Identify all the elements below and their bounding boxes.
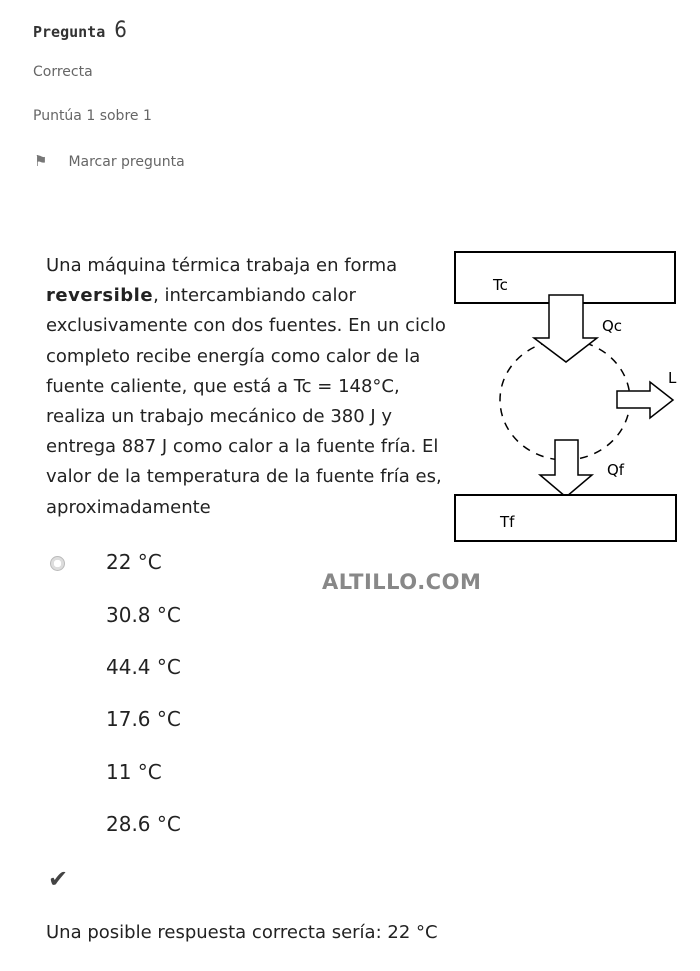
checkmark-icon: ✔: [48, 865, 69, 893]
hot-label: Tc: [493, 276, 508, 294]
qf-label: Qf: [607, 461, 625, 479]
score-text: Puntúa 1 sobre 1: [33, 108, 152, 124]
work-arrow: [617, 382, 673, 418]
flag-label: Marcar pregunta: [68, 154, 185, 170]
option-6[interactable]: 28.6 °C: [106, 812, 181, 836]
option-3[interactable]: 44.4 °C: [106, 655, 181, 679]
status-text: Correcta: [33, 64, 93, 80]
cold-reservoir: [455, 495, 676, 541]
watermark: ALTILLO.COM: [322, 570, 482, 594]
question-number: 6: [114, 18, 127, 43]
question-text-pre: Una máquina térmica trabaja en forma: [46, 255, 398, 276]
qc-arrow: [534, 295, 597, 362]
option-radio-1[interactable]: [50, 556, 65, 571]
question-text-bold: reversible: [46, 285, 154, 307]
option-5[interactable]: 11 °C: [106, 760, 162, 784]
option-1[interactable]: 22 °C: [106, 550, 162, 574]
question-text-post: , intercambiando calor exclusivamente con dos fuentes. En un ciclo completo recibe energía como calor de la fuente caliente, que está a Tc = 148°C, realiza un trabajo mecánico de 380 J y entrega 887 J como calor a la fuente fría. El valor de la temperatura de la fuente fría es, aproximadamente: [46, 285, 446, 518]
flag-icon: ⚑: [34, 152, 48, 170]
option-2[interactable]: 30.8 °C: [106, 603, 181, 627]
feedback-text: Una posible respuesta correcta sería: 22 °C: [46, 922, 438, 943]
cold-label: Tf: [500, 513, 515, 531]
qc-label: Qc: [602, 317, 623, 335]
title-word: Pregunta: [33, 23, 106, 41]
work-label: L: [668, 369, 677, 387]
qf-arrow: [540, 440, 592, 497]
option-4[interactable]: 17.6 °C: [106, 707, 181, 731]
